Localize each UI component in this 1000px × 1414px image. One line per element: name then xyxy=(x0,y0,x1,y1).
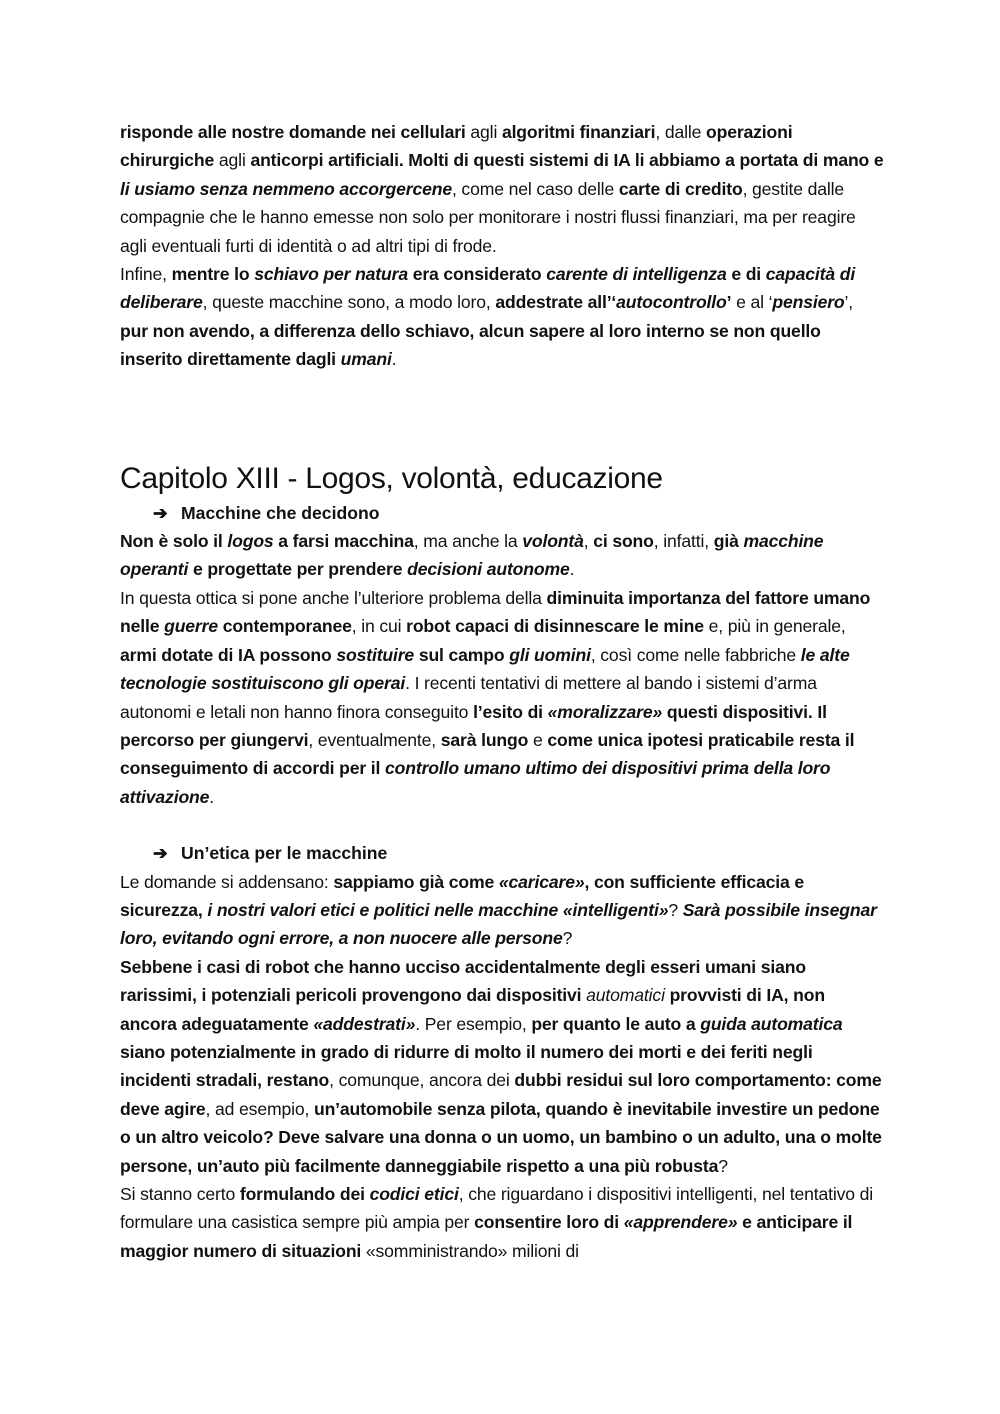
text-run: anticipare il maggior numero di situazioni xyxy=(120,1212,853,1261)
arrow-right-icon: ➔ xyxy=(153,843,168,864)
text-run: sappiamo già come xyxy=(333,871,499,892)
text-run: controllo umano ultimo dei dispositivi prima della loro attivazione xyxy=(120,758,831,807)
text-run: come unica ipotesi praticabile resta il conseguimento di accordi per il xyxy=(120,729,855,779)
text-run: carte di credito xyxy=(618,178,743,199)
section1-paragraph-1 xyxy=(120,527,885,584)
text-run: In questa ottica si pone anche l’ulteriore problema della xyxy=(120,587,547,608)
text-run: , ad esempio, xyxy=(205,1098,314,1119)
text-run: pensiero xyxy=(772,292,845,313)
text-run: , gestite dalle compagnie che le hanno emesse non solo per monitorare i nostri flussi finanziari, ma per reagire agli eventuali furti di identità o ad altri tipi di frode. xyxy=(120,178,856,256)
section2-paragraph-1 xyxy=(120,868,885,953)
text-run: e xyxy=(528,729,548,750)
section-spacer xyxy=(120,811,885,839)
text-run: carente di intelligenza xyxy=(546,264,727,285)
text-run: ? xyxy=(718,1155,728,1176)
section1-paragraph-2 xyxy=(120,584,885,811)
text-run: , in cui xyxy=(351,616,407,637)
section-heading-macchine-che-decidono xyxy=(153,499,885,527)
text-run: Sebbene i casi di robot che hanno ucciso accidentalmente degli esseri umani siano rarissimi, i potenziali pericoli provengono dai dispositivi xyxy=(120,956,806,1006)
text-run: questi dispositivi. Il percorso per giungervi xyxy=(120,701,827,750)
text-run: algoritmi finanziari xyxy=(501,122,656,142)
text-run: già xyxy=(713,531,744,552)
text-run: per quanto le auto a xyxy=(531,1013,701,1034)
text-run: ci sono xyxy=(593,531,654,552)
text-run: , eventualmente, xyxy=(308,729,441,750)
text-run: . Per esempio, xyxy=(415,1013,532,1034)
text-run: le alte tecnologie sostituiscono gli operai xyxy=(120,644,850,694)
text-run: provvisti di IA, non ancora adeguatamente xyxy=(120,985,825,1034)
text-run: e di xyxy=(726,264,766,285)
text-run: e progettate per prendere xyxy=(188,559,408,580)
text-run: Si stanno certo xyxy=(120,1184,240,1204)
section-spacer xyxy=(120,374,885,459)
text-run: , dalle xyxy=(655,122,706,142)
text-run: un’automobile senza pilota, quando è inevitabile investire un pedone o un altro veicolo? Deve salvare una donna o un uomo, un bambino o un adulto, una o molte persone, un’auto più facilmente danneggiabile rispetto a una più robusta xyxy=(120,1098,882,1176)
text-run: «caricare» xyxy=(498,871,585,892)
text-run: risponde alle nostre domande nei cellulari xyxy=(120,122,466,142)
text-run: autocontrollo xyxy=(616,292,727,313)
text-run: robot capaci di disinnescare le mine xyxy=(406,616,704,637)
text-run: formulando dei xyxy=(239,1184,370,1204)
text-run: diminuita importanza del fattore umano nelle xyxy=(120,587,871,637)
arrow-right-icon: ➔ xyxy=(153,502,168,523)
text-run: ? xyxy=(668,899,683,920)
text-run: automatici xyxy=(586,985,665,1006)
section2-paragraph-2 xyxy=(120,953,885,1180)
text-run: guida automatica xyxy=(700,1013,843,1034)
section2-paragraph-3 xyxy=(120,1180,885,1265)
text-run: , come nel caso delle xyxy=(451,178,619,199)
intro-paragraph-1 xyxy=(120,118,885,260)
text-run: addestrate all’‘ xyxy=(495,292,617,313)
text-run: , comunque, ancora dei xyxy=(329,1070,515,1091)
text-run: guerre xyxy=(164,616,218,637)
text-run: codici etici xyxy=(369,1184,459,1204)
section-heading-etica-per-le-macchine xyxy=(153,839,885,867)
text-run: . xyxy=(209,786,215,807)
text-run: volontà xyxy=(522,531,584,552)
text-run: logos xyxy=(227,531,274,552)
text-run: Infine, xyxy=(120,264,172,285)
chapter-title: Capitolo XIII - Logos, volontà, educazione xyxy=(120,461,663,495)
text-run: sostituire xyxy=(336,644,415,665)
text-run: Sarà possibile insegnar loro, evitando ogni errore, a non nuocere alle persone xyxy=(120,899,877,949)
text-run: capacità di deliberare xyxy=(120,264,856,313)
text-run: sul campo xyxy=(414,644,510,665)
document-page xyxy=(120,118,885,1265)
text-run: l’esito di xyxy=(473,701,548,722)
text-run: . I recenti tentativi di mettere al bando i sistemi d’arma autonomi e letali non hanno finora conseguito xyxy=(120,673,817,722)
section-heading-label: Macchine che decidono xyxy=(181,502,380,523)
text-run: armi dotate di IA possono xyxy=(120,644,337,665)
text-run: era considerato xyxy=(407,264,547,285)
text-run: agli xyxy=(214,150,251,171)
text-run: , così come nelle fabbriche xyxy=(590,644,801,665)
text-run: Le domande si addensano: xyxy=(120,871,334,892)
text-run: dubbi residui sul loro comportamento: come deve agire xyxy=(120,1070,882,1119)
text-run: Non è solo il xyxy=(120,531,228,552)
text-run: e xyxy=(737,1212,757,1233)
text-run: pur non avendo, a differenza dello schiavo, alcun sapere al loro interno se non quello inserito direttamente dagli xyxy=(120,320,821,370)
text-run: mentre lo xyxy=(171,264,255,285)
text-run: . xyxy=(569,559,575,580)
text-run: «addestrati» xyxy=(313,1013,416,1034)
text-run: ? xyxy=(562,928,573,949)
text-run: . xyxy=(391,349,397,370)
text-run: e al ‘ xyxy=(731,292,773,313)
text-run: a farsi macchina xyxy=(273,531,414,552)
text-run: gli uomini xyxy=(509,644,591,665)
text-run: schiavo per natura xyxy=(254,264,408,285)
text-run: decisioni autonome xyxy=(407,559,570,580)
text-run: , queste macchine sono, a modo loro, xyxy=(202,292,496,313)
text-run: ’ xyxy=(726,292,732,313)
text-run: anticorpi artificiali. Molti di questi sistemi di IA li abbiamo a portata di mano e xyxy=(250,150,884,171)
text-run: contemporanee xyxy=(217,616,352,637)
text-run: i nostri valori etici e politici nelle macchine «intelligenti» xyxy=(207,899,669,920)
text-run: , ma anche la xyxy=(413,531,523,552)
text-run: siano potenzialmente in grado di ridurre di molto il numero dei morti e dei feriti negli incidenti stradali, restano xyxy=(120,1041,813,1091)
text-run: consentire loro di xyxy=(474,1212,624,1233)
text-run: operazioni chirurgiche xyxy=(120,122,793,171)
text-run: umani xyxy=(340,349,392,370)
text-run: , xyxy=(583,531,594,552)
text-run: ’, xyxy=(844,292,854,313)
text-run: «moralizzare» xyxy=(547,701,663,722)
text-run: «somministrando» milioni di xyxy=(361,1240,579,1261)
text-run: , infatti, xyxy=(653,531,714,552)
section-heading-label: Un’etica per le macchine xyxy=(181,843,388,864)
text-run: «apprendere» xyxy=(623,1212,738,1233)
text-run: e, più in generale, xyxy=(703,616,846,637)
intro-paragraph-2 xyxy=(120,260,885,374)
text-run: , con sufficiente efficacia e sicurezza, xyxy=(120,871,805,920)
text-run: li usiamo senza nemmeno accorgercene xyxy=(120,178,452,199)
text-run: sarà lungo xyxy=(440,729,529,750)
text-run: agli xyxy=(465,122,502,142)
text-run: , che riguardano i dispositivi intelligenti, nel tentativo di formulare una casistica sempre più ampia per xyxy=(120,1184,874,1233)
text-run: macchine operanti xyxy=(120,531,824,580)
